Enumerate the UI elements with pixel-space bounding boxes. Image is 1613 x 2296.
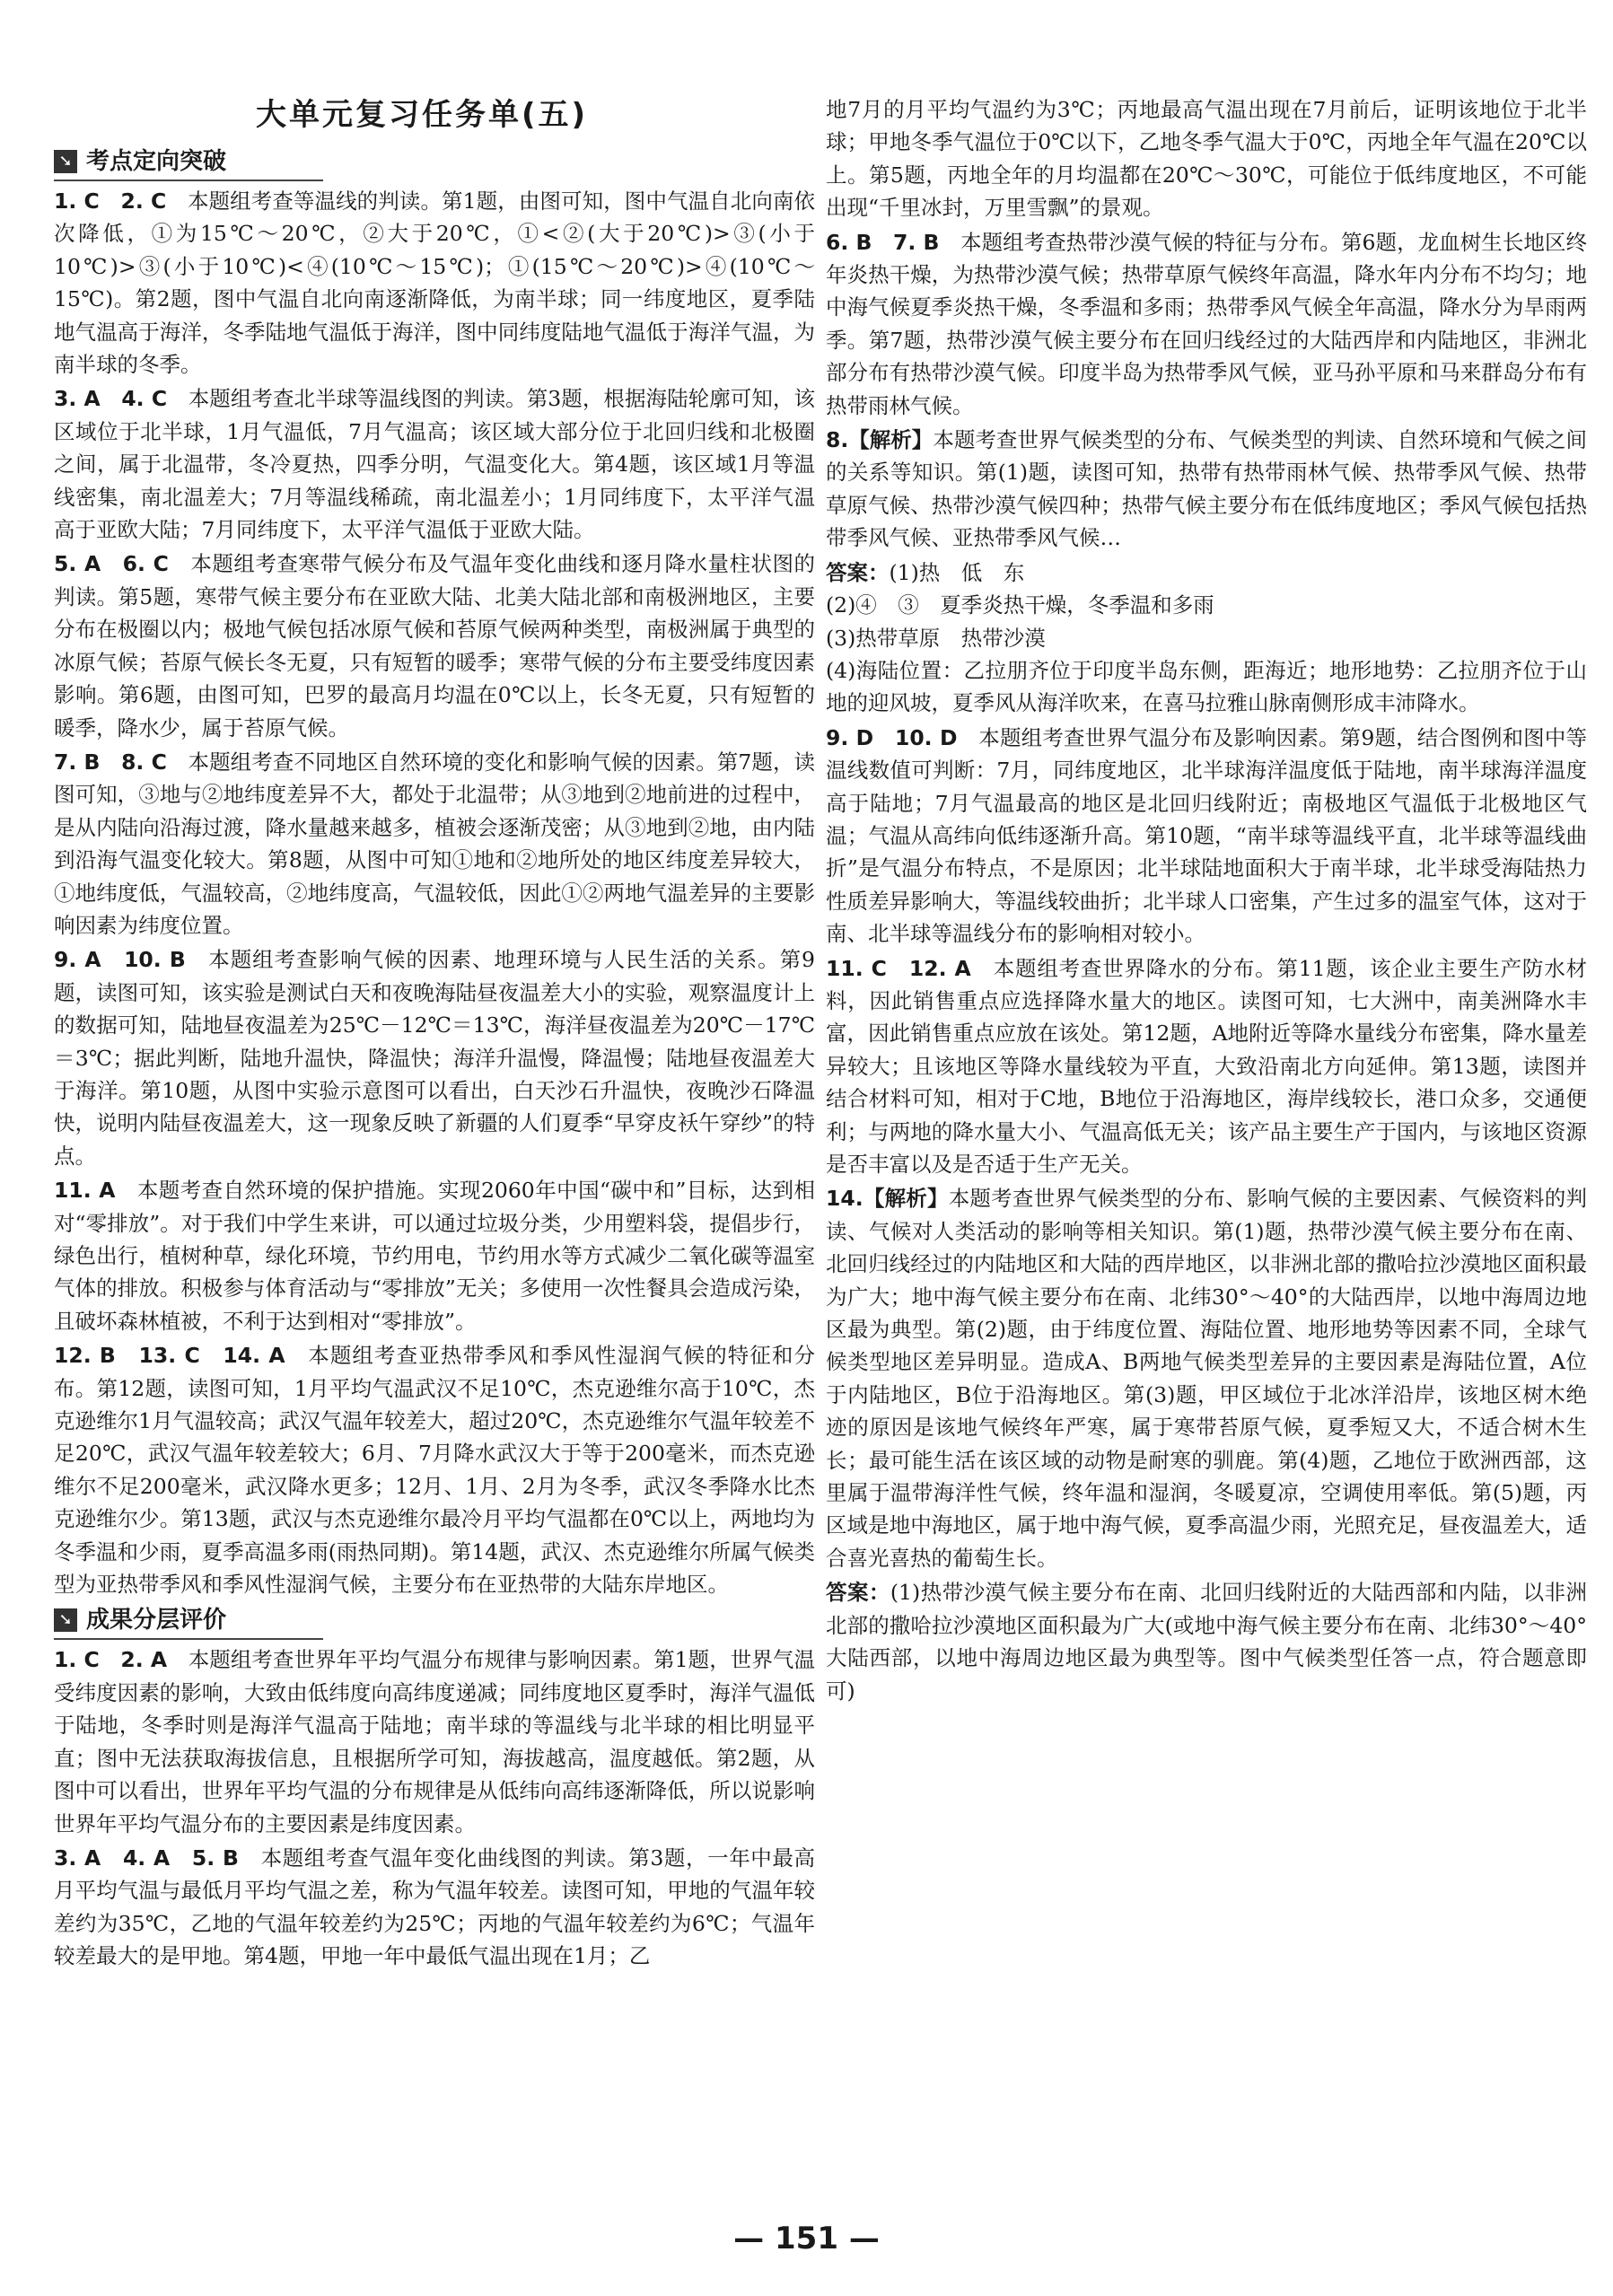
right-column	[826, 93, 1587, 1709]
question-number: 1. C 2. A	[54, 1647, 168, 1673]
question-explanation: 本题组考查世界降水的分布。第11题，该企业主要生产防水材料，因此销售重点应选择降水量大的地区。读图可知，七大洲中，南美洲降水丰富，因此销售重点应放在该处。第12题，A地附近等降水量线分布密集，降水量差异较大；且该地区等降水量线较为平直，大致沿南北方向延伸。第13题，读图并结合材料可知，相对于C地，B地位于沿海地区，海岸线较长，港口众多，交通便利；与两地的降水量大小、气温高低无关；该产品主要生产于国内，与该地区资源是否丰富以及是否适于生产无关。	[826, 955, 1587, 1177]
page-number: — 151 —	[733, 2221, 880, 2257]
question-number: 12. B 13. C 14. A	[54, 1343, 285, 1369]
page-title: 大单元复习任务单(五)	[255, 97, 589, 133]
question-item	[54, 943, 815, 1172]
question-number: 9. A 10. B	[54, 947, 186, 973]
question-explanation: 本题考查世界气候类型的分布、影响气候的主要因素、气候资料的判读、气候对人类活动的影响等相关知识。第(1)题，热带沙漠气候主要分布在南、北回归线经过的内陆地区和大陆的西岸地区，以非洲北部的撒哈拉沙漠地区面积最为广大；地中海气候主要分布在南、北纬30°～40°的大陆西岸，以地中海周边地区最为典型。第(2)题，由于纬度位置、海陆位置、地形地势等因素不同，全球气候类型地区差异明显。造成A、B两地气候类型差异的主要因素是海陆位置，A位于内陆地区，B位于沿海地区。第(3)题，甲区域位于北冰洋沿岸，该地区树木绝迹的原因是该地气候终年严寒，属于寒带苔原气候，夏季短又大，不适合树木生长；最可能生活在该区域的动物是耐寒的驯鹿。第(4)题，乙地位于欧洲西部，这里属于温带海洋性气候，终年温和湿润，冬暖夏凉，空调使用率低。第(5)题，丙区域是地中海地区，属于地中海气候，夏季高温少雨，光照充足，昼夜温差大，适合喜光喜热的葡萄生长。	[826, 1186, 1587, 1571]
question-number: 3. A 4. A 5. B	[54, 1845, 239, 1871]
question-number: 6. B 7. B	[826, 229, 940, 255]
question-explanation: 本题组考查亚热带季风和季风性湿润气候的特征和分布。第12题，读图可知，1月平均气温武汉不足10℃，杰克逊维尔高于10℃，杰克逊维尔1月气温较高；武汉气温年较差大，超过20℃，杰克逊维尔气温年较差不足20℃，武汉气温年较差较大；6月、7月降水武汉大于等于200毫米，而杰克逊维尔不足200毫米，武汉降水更多；12月、1月、2月为冬季，武汉冬季降水比杰克逊维尔少。第13题，武汉与杰克逊维尔最冷月平均气温都在0℃以上，两地均为冬季温和少雨，夏季高温多雨(雨热同期)。第14题，武汉、杰克逊维尔所属气候类型为亚热带季风和季风性湿润气候，主要分布在亚热带的大陆东岸地区。	[54, 1343, 816, 1598]
question-item	[54, 548, 815, 743]
question-item	[54, 1842, 815, 1973]
question-item	[826, 722, 1587, 951]
question-explanation: 本题组考查寒带气候分布及气温年变化曲线和逐月降水量柱状图的判读。第5题，寒带气候主要分布在亚欧大陆、北美大陆北部和南极洲地区，主要分布在极圈以内；极地气候包括冰原气候和苔原气候两种类型，南极洲属于典型的冰原气候；苔原气候长冬无夏，只有短暂的暖季；寒带气候的分布主要受纬度因素影响。第6题，由图可知，巴罗的最高月均温在0℃以上，长冬无夏，只有短暂的暖季，降水少，属于苔原气候。	[54, 551, 815, 741]
section-title-1: 考点定向突破	[86, 147, 227, 175]
question-item	[826, 226, 1587, 422]
question-explanation: 本题组考查热带沙漠气候的特征与分布。第6题，龙血树生长地区终年炎热干燥，为热带沙漠气候；热带草原气候终年高温，降水年内分布不均匀；地中海气候夏季炎热干燥，冬季温和多雨；热带季风气候全年高温，降水分为旱雨两季。第7题，热带沙漠气候主要分布在回归线经过的大陆西岸和内陆地区，非洲北部分布有热带沙漠气候。印度半岛为热带季风气候，亚马孙平原和马来群岛分布有热带雨林气候。	[826, 229, 1587, 418]
question-number: 1. C 2. C	[54, 188, 167, 214]
question-number: 14.【解析】	[826, 1186, 949, 1212]
question-item	[54, 1174, 815, 1337]
question-item	[54, 185, 815, 381]
answer-text: (1)热带沙漠气候主要分布在南、北回归线附近的大陆西部和内陆，以非洲北部的撒哈拉沙漠地区面积最为广大(或地中海气候主要分布在南、北纬30°～40°大陆西部，以地中海周边地区最为典型等。图中气候类型任答一点，符合题意即可)	[826, 1580, 1587, 1704]
answer-line: (3)热带草原 热带沙漠	[826, 625, 1046, 651]
question-number: 9. D 10. D	[826, 724, 958, 750]
question-number: 11. A	[54, 1178, 116, 1204]
question-number: 3. A 4. C	[54, 386, 168, 412]
answer-block-8	[826, 556, 1587, 720]
section-title-2: 成果分层评价	[86, 1607, 227, 1634]
question-number: 7. B 8. C	[54, 749, 167, 775]
continued-paragraph: 地7月的月平均气温约为3℃；丙地最高气温出现在7月前后，证明该地位于北半球；甲地冬季气温位于0℃以下，乙地冬季气温大于0℃，丙地全年气温在20℃以上。第5题，丙地全年的月均温都在20℃～30℃，可能位于低纬度地区，不可能出现“千里冰封，万里雪飘”的景观。	[826, 97, 1587, 221]
question-item	[826, 1182, 1587, 1574]
answer-line: (4)海陆位置：乙拉朋齐位于印度半岛东侧，距海近；地形地势：乙拉朋齐位于山地的迎风坡，夏季风从海洋吹来，在喜马拉雅山脉南侧形成丰沛降水。	[826, 657, 1587, 716]
question-item	[54, 746, 815, 942]
question-explanation: 本题组考查北半球等温线图的判读。第3题，根据海陆轮廓可知，该区域位于北半球，1月气温低，7月气温高；该区域大部分位于北回归线和北极圈之间，属于北温带，冬冷夏热，四季分明，气温变化大。第4题，该区域1月等温线密集，南北温差大；7月等温线稀疏，南北温差小；1月同纬度下，太平洋气温高于亚欧大陆；7月同纬度下，太平洋气温低于亚欧大陆。	[54, 386, 815, 543]
arrow-icon: ➘	[54, 150, 77, 173]
section-heading-1	[54, 144, 323, 181]
question-number: 5. A 6. C	[54, 551, 169, 577]
question-explanation: 本题组考查世界年平均气温分布规律与影响因素。第1题，世界气温受纬度因素的影响，大致由低纬度向高纬度递减；同纬度地区夏季时，海洋气温低于陆地，冬季时则是海洋气温高于陆地；南半球的等温线与北半球的相比明显平直；图中无法获取海拔信息，且根据所学可知，海拔越高，温度越低。第2题，从图中可以看出，世界年平均气温的分布规律是从低纬向高纬逐渐降低，所以说影响世界年平均气温分布的主要因素是纬度因素。	[54, 1647, 815, 1836]
answer-line: (1)热 低 东	[889, 559, 1025, 585]
answer-block-14	[826, 1576, 1587, 1707]
question-explanation: 本题组考查世界气温分布及影响因素。第9题，结合图例和图中等温线数值可判断：7月，同纬度地区，北半球海洋温度低于陆地，南半球海洋温度高于陆地；7月气温最高的地区是北回归线附近；南极地区气温低于北极地区气温；气温从高纬向低纬逐渐升高。第10题，“南半球等温线平直，北半球等温线曲折”是气温分布特点，不是原因；北半球陆地面积大于南半球，北半球受海陆热力性质差异影响大，等温线较曲折；北半球人口密集，产生过多的温室气体，这对于南、北半球等温线分布的影响相对较小。	[826, 724, 1587, 947]
question-explanation: 本题考查自然环境的保护措施。实现2060年中国“碳中和”目标，达到相对“零排放”。对于我们中学生来讲，可以通过垃圾分类，少用塑料袋，提倡步行，绿色出行，植树种草，绿化环境，节约用电，节约用水等方式减少二氧化碳等温室气体的排放。积极参与体育活动与“零排放”无关；多使用一次性餐具会造成污染，且破坏森林植被，不利于达到相对“零排放”。	[54, 1178, 815, 1334]
section-heading-2	[54, 1602, 323, 1640]
question-item	[54, 382, 815, 546]
question-explanation: 本题考查世界气候类型的分布、气候类型的判读、自然环境和气候之间的关系等知识。第(1)题，读图可知，热带有热带雨林气候、热带季风气候、热带草原气候、热带沙漠气候四种；热带气候主要分布在低纬度地区；季风气候包括热带季风气候、亚热带季风气候…	[826, 427, 1587, 551]
answer-label: 答案：	[826, 1580, 890, 1606]
question-item	[826, 424, 1587, 555]
answer-line: (2)④ ③ 夏季炎热干燥，冬季温和多雨	[826, 592, 1214, 618]
question-explanation: 本题组考查等温线的判读。第1题，由图可知，图中气温自北向南依次降低，①为15℃～20℃，②大于20℃，①<②(大于20℃)>③(小于10℃)>③(小于10℃)<④(10℃～15℃)；①(15℃～20℃)>④(10℃～15℃)。第2题，图中气温自北向南逐渐降低，为南半球；同一纬度地区，夏季陆地气温高于海洋，冬季陆地气温低于海洋，图中同纬度陆地气温低于海洋气温，为南半球的冬季。	[54, 188, 815, 378]
question-number: 11. C 12. A	[826, 955, 971, 981]
arrow-icon: ➘	[54, 1608, 77, 1632]
question-explanation: 本题组考查气温年变化曲线图的判读。第3题，一年中最高月平均气温与最低月平均气温之差，称为气温年较差。读图可知，甲地的气温年较差约为35℃，乙地的气温年较差约为25℃；丙地的气温年较差约为6℃；气温年较差最大的是甲地。第4题，甲地一年中最低气温出现在1月；乙	[54, 1845, 816, 1969]
question-number: 8.【解析】	[826, 427, 934, 453]
answer-label: 答案：	[826, 559, 890, 585]
question-explanation: 本题组考查不同地区自然环境的变化和影响气候的因素。第7题，读图可知，③地与②地纬度差异不大，都处于北温带；从③地到②地前进的过程中，是从内陆向沿海过渡，降水量越来越多，植被会逐渐茂密；从③地到②地，由内陆到沿海气温变化较大。第8题，从图中可知①地和②地所处的地区纬度差异较大，①地纬度低，气温较高，②地纬度高，气温较低，因此①②两地气温差异的主要影响因素为纬度位置。	[54, 749, 816, 938]
left-column	[54, 142, 815, 1975]
question-explanation: 本题组考查影响气候的因素、地理环境与人民生活的关系。第9题，读图可知，该实验是测试白天和夜晚海陆昼夜温差大小的实验，观察温度计上的数据可知，陆地昼夜温差为25℃－12℃＝13℃，海洋昼夜温差为20℃－17℃＝3℃；据此判断，陆地升温快，降温快；海洋升温慢，降温慢；陆地昼夜温差大于海洋。第10题，从图中实验示意图可以看出，白天沙石升温快，夜晚沙石降温快，说明内陆昼夜温差大，这一现象反映了新疆的人们夏季“早穿皮袄午穿纱”的特点。	[54, 947, 816, 1169]
question-item	[54, 1643, 815, 1839]
question-item	[54, 1339, 815, 1600]
question-item	[826, 952, 1587, 1181]
